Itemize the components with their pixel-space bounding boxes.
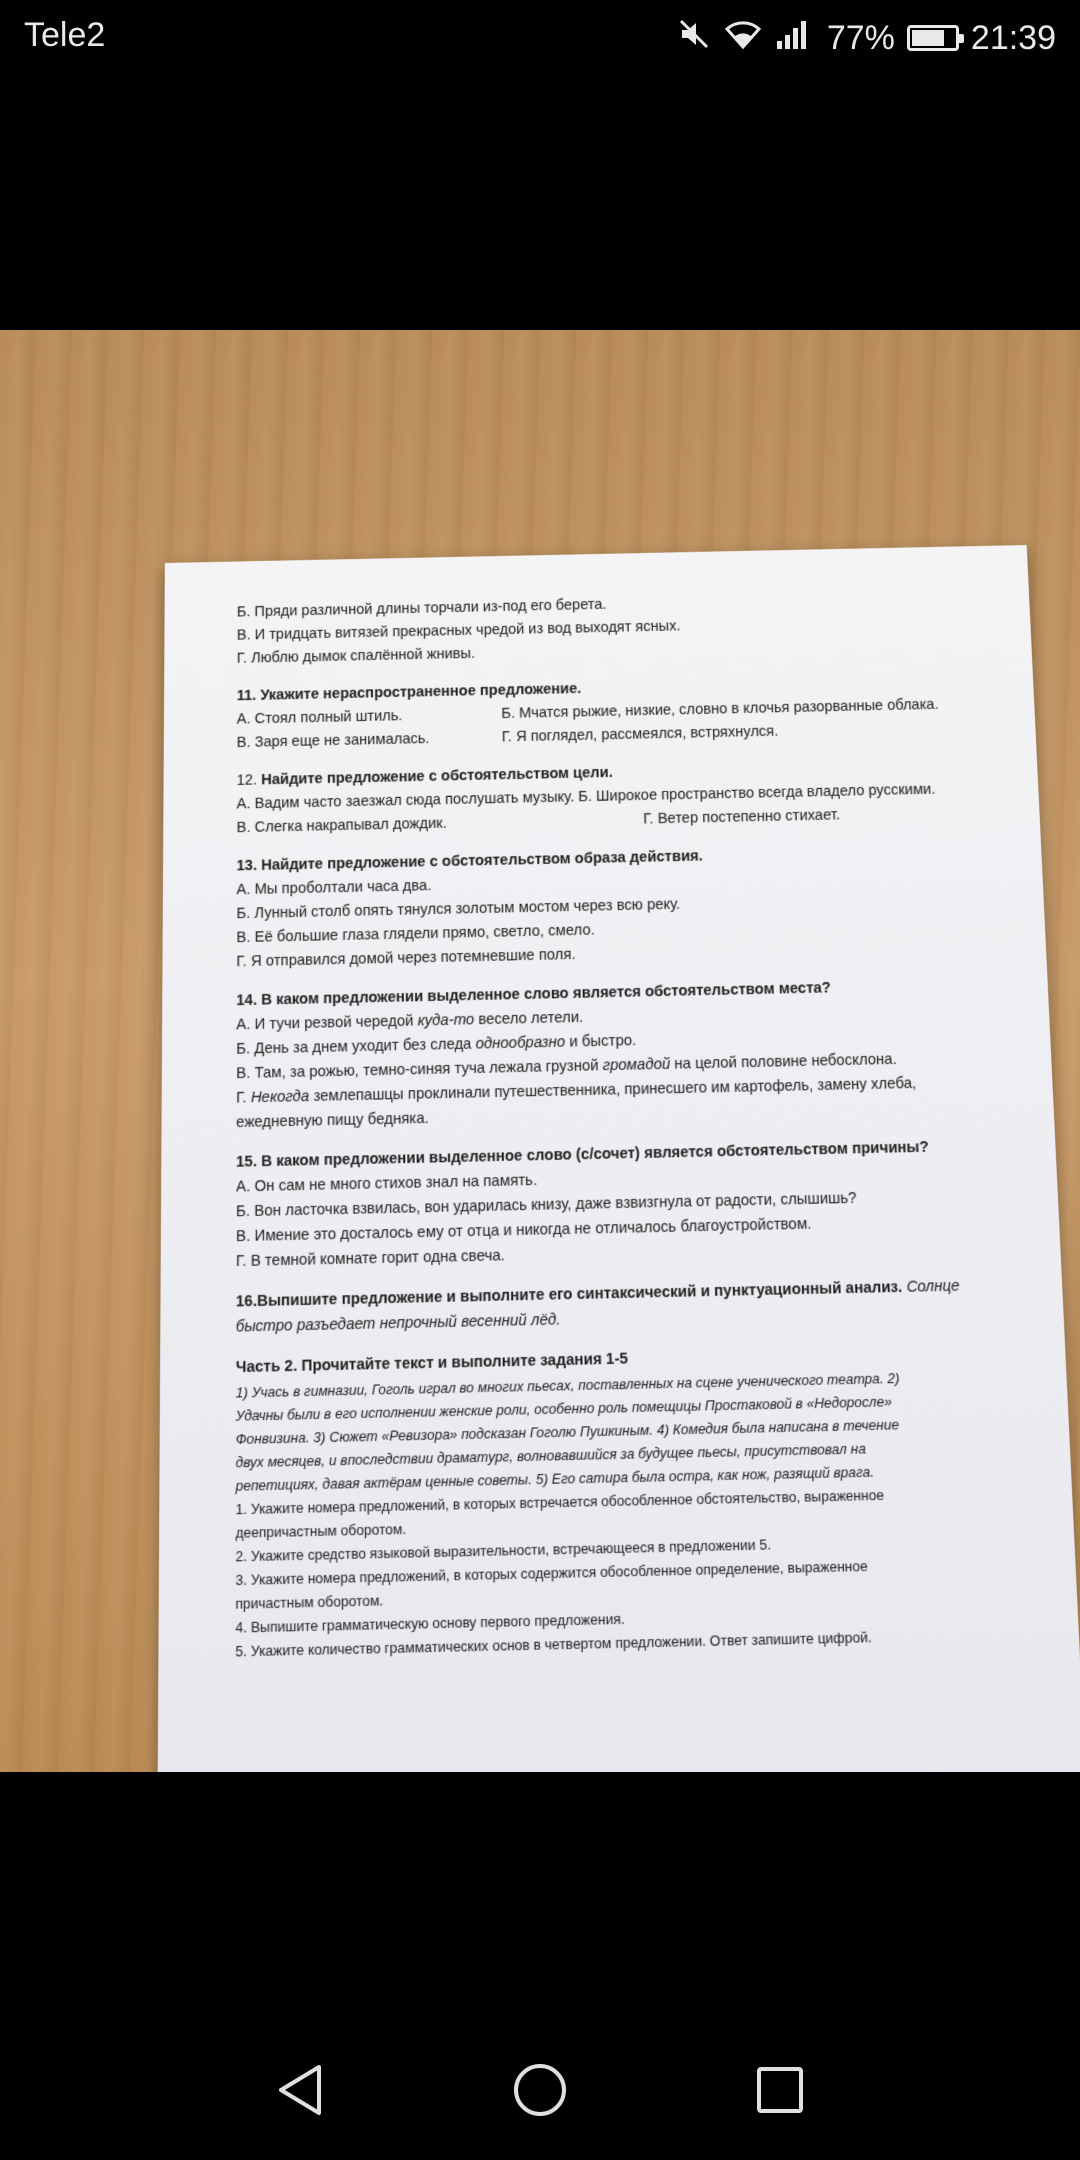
- question-16-text: быстро разъедает непрочный весенний лёд.: [235, 1311, 561, 1336]
- photo-viewer[interactable]: [0, 330, 1080, 1772]
- signal-icon: [775, 17, 811, 60]
- option-a: А. Стоял полный штиль.: [236, 707, 403, 728]
- text-line: В. И тридцать витязей прекрасных чредой из вод выходят ясных.: [236, 618, 681, 644]
- task-line: 3. Укажите номера предложений, в которых содержится обособленное определение, выраженное: [235, 1557, 869, 1589]
- option-b: Б. Мчатся рыжие, низкие, словно в клочья разорванные облака.: [501, 696, 939, 723]
- option-v: В. Заря еще не занималась.: [236, 730, 430, 752]
- option-g: Г. В темной комнате горит одна свеча.: [235, 1247, 506, 1271]
- option-v: В. Слегка накрапывал дождик.: [236, 815, 447, 837]
- status-icons: [677, 14, 1056, 62]
- clock: 21:39: [970, 18, 1056, 57]
- part2-text-line: Фонвизина. 3) Сюжет «Ревизора» подсказан Гоголю Пушкиным. 4) Комедия была написана в течение: [235, 1416, 900, 1448]
- option-g: Г. Некогда землепашцы проклинали путешественника, принесшего им картофель, замену хлеба,: [236, 1075, 917, 1107]
- option-g: Г. Я отправился домой через потемневшие поля.: [236, 946, 576, 971]
- recents-button[interactable]: [660, 2020, 900, 2160]
- battery-fill: [912, 30, 944, 46]
- question-16-title: 16.Выпишите предложение и выполните его синтаксический и пунктуационный анализ. Солнце: [235, 1277, 960, 1311]
- option-a: А. Он сам не много стихов знал на память.: [236, 1172, 538, 1196]
- battery-icon: [907, 25, 959, 51]
- task-line: деепричастным оборотом.: [235, 1520, 407, 1542]
- option-v: В. Имение это досталось ему от отца и никогда не отличалось благоустройством.: [235, 1215, 812, 1246]
- text-line: Г. Люблю дымок спалённой жнивы.: [236, 645, 476, 667]
- option-b: Б. День за днем уходит без следа однообразно и быстро.: [236, 1032, 637, 1058]
- option-v: В. Её большие глаза глядели прямо, светло, смело.: [236, 922, 595, 947]
- battery-percent: 77%: [826, 18, 895, 57]
- option-b: Б. Широкое пространство всегда владело русскими.: [578, 781, 936, 806]
- option-a: А. Вадим часто заезжал сюда послушать музыку.: [236, 789, 575, 813]
- part2-text-line: репетициях, давая актёрам ценные советы. 5) Его сатира была остра, как нож, разящий врага.: [235, 1463, 875, 1495]
- question-14-title: 14. В каком предложении выделенное слово является обстоятельством места?: [236, 979, 832, 1010]
- option-a: А. Мы проболтали часа два.: [236, 877, 432, 899]
- part2-title: Часть 2. Прочитайте текст и выполните задания 1-5: [235, 1350, 629, 1377]
- question-13-title: 13. Найдите предложение с обстоятельством образа действия.: [236, 848, 704, 875]
- task-line: причастным оборотом.: [235, 1591, 384, 1613]
- option-b: Б. Вон ласточка взвилась, вон ударилась книзу, даже взвизгнула от радости, слышишь?: [235, 1189, 857, 1221]
- text-line: Б. Пряди различной длины торчали из-под его берета.: [236, 596, 607, 621]
- part2-text-line: Удачны были в его исполнении женские роли, особенно роль помещицы Простаковой в «Недоросле»: [235, 1393, 893, 1425]
- option-g: Г. Я поглядел, рассмеялся, встряхнулся.: [501, 723, 779, 746]
- option-b: Б. Лунный столб опять тянулся золотым мостом через всю реку.: [236, 896, 681, 923]
- mute-icon: [677, 17, 711, 60]
- option-a: А. И тучи резвой чередой куда-то весело летели.: [236, 1009, 584, 1034]
- home-button[interactable]: [420, 2020, 660, 2160]
- question-number: 12.: [236, 772, 258, 789]
- carrier-name: Tele2: [24, 16, 106, 54]
- task-line: 4. Выпишите грамматическую основу первого предложения.: [235, 1610, 625, 1636]
- home-icon: [512, 2062, 568, 2118]
- part2-text-line: двух месяцев, и впоследствии драматург, волновавшийся за будущее пьесы, присутствовал на: [235, 1440, 867, 1471]
- status-bar: [0, 0, 1080, 76]
- question-text: Найдите предложение с обстоятельством цели.: [261, 764, 613, 789]
- task-line: 1. Укажите номера предложений, в которых встречается обособленное обстоятельство, выраженное: [235, 1486, 885, 1518]
- wifi-icon: [723, 17, 763, 60]
- back-icon: [275, 2063, 325, 2117]
- option-g: Г. Ветер постепенно стихает.: [643, 807, 841, 828]
- recents-icon: [755, 2065, 805, 2115]
- option-g-continued: ежедневную пищу бедняка.: [236, 1110, 429, 1132]
- question-15-title: 15. В каком предложении выделенное слово (с/сочет) является обстоятельством причины?: [236, 1138, 929, 1172]
- task-line: 2. Укажите средство языковой выразительности, встречающееся в предложении 5.: [235, 1536, 772, 1565]
- option-v: В. Там, за рожью, темно-синяя туча лежала грузной громадой на целой половине небосклона.: [236, 1051, 898, 1083]
- part2-text-line: 1) Учась в гимназии, Гоголь играл во многих пьесах, поставленных на сцене ученического театра. 2): [235, 1369, 900, 1401]
- worksheet-paper: [158, 545, 1080, 1772]
- task-line: 5. Укажите количество грамматических основ в четвертом предложении. Ответ запишите цифрой.: [235, 1628, 873, 1660]
- navigation-bar: [0, 2020, 1080, 2160]
- question-11-title: 11. Укажите нераспространенное предложение.: [236, 680, 582, 705]
- back-button[interactable]: [180, 2020, 420, 2160]
